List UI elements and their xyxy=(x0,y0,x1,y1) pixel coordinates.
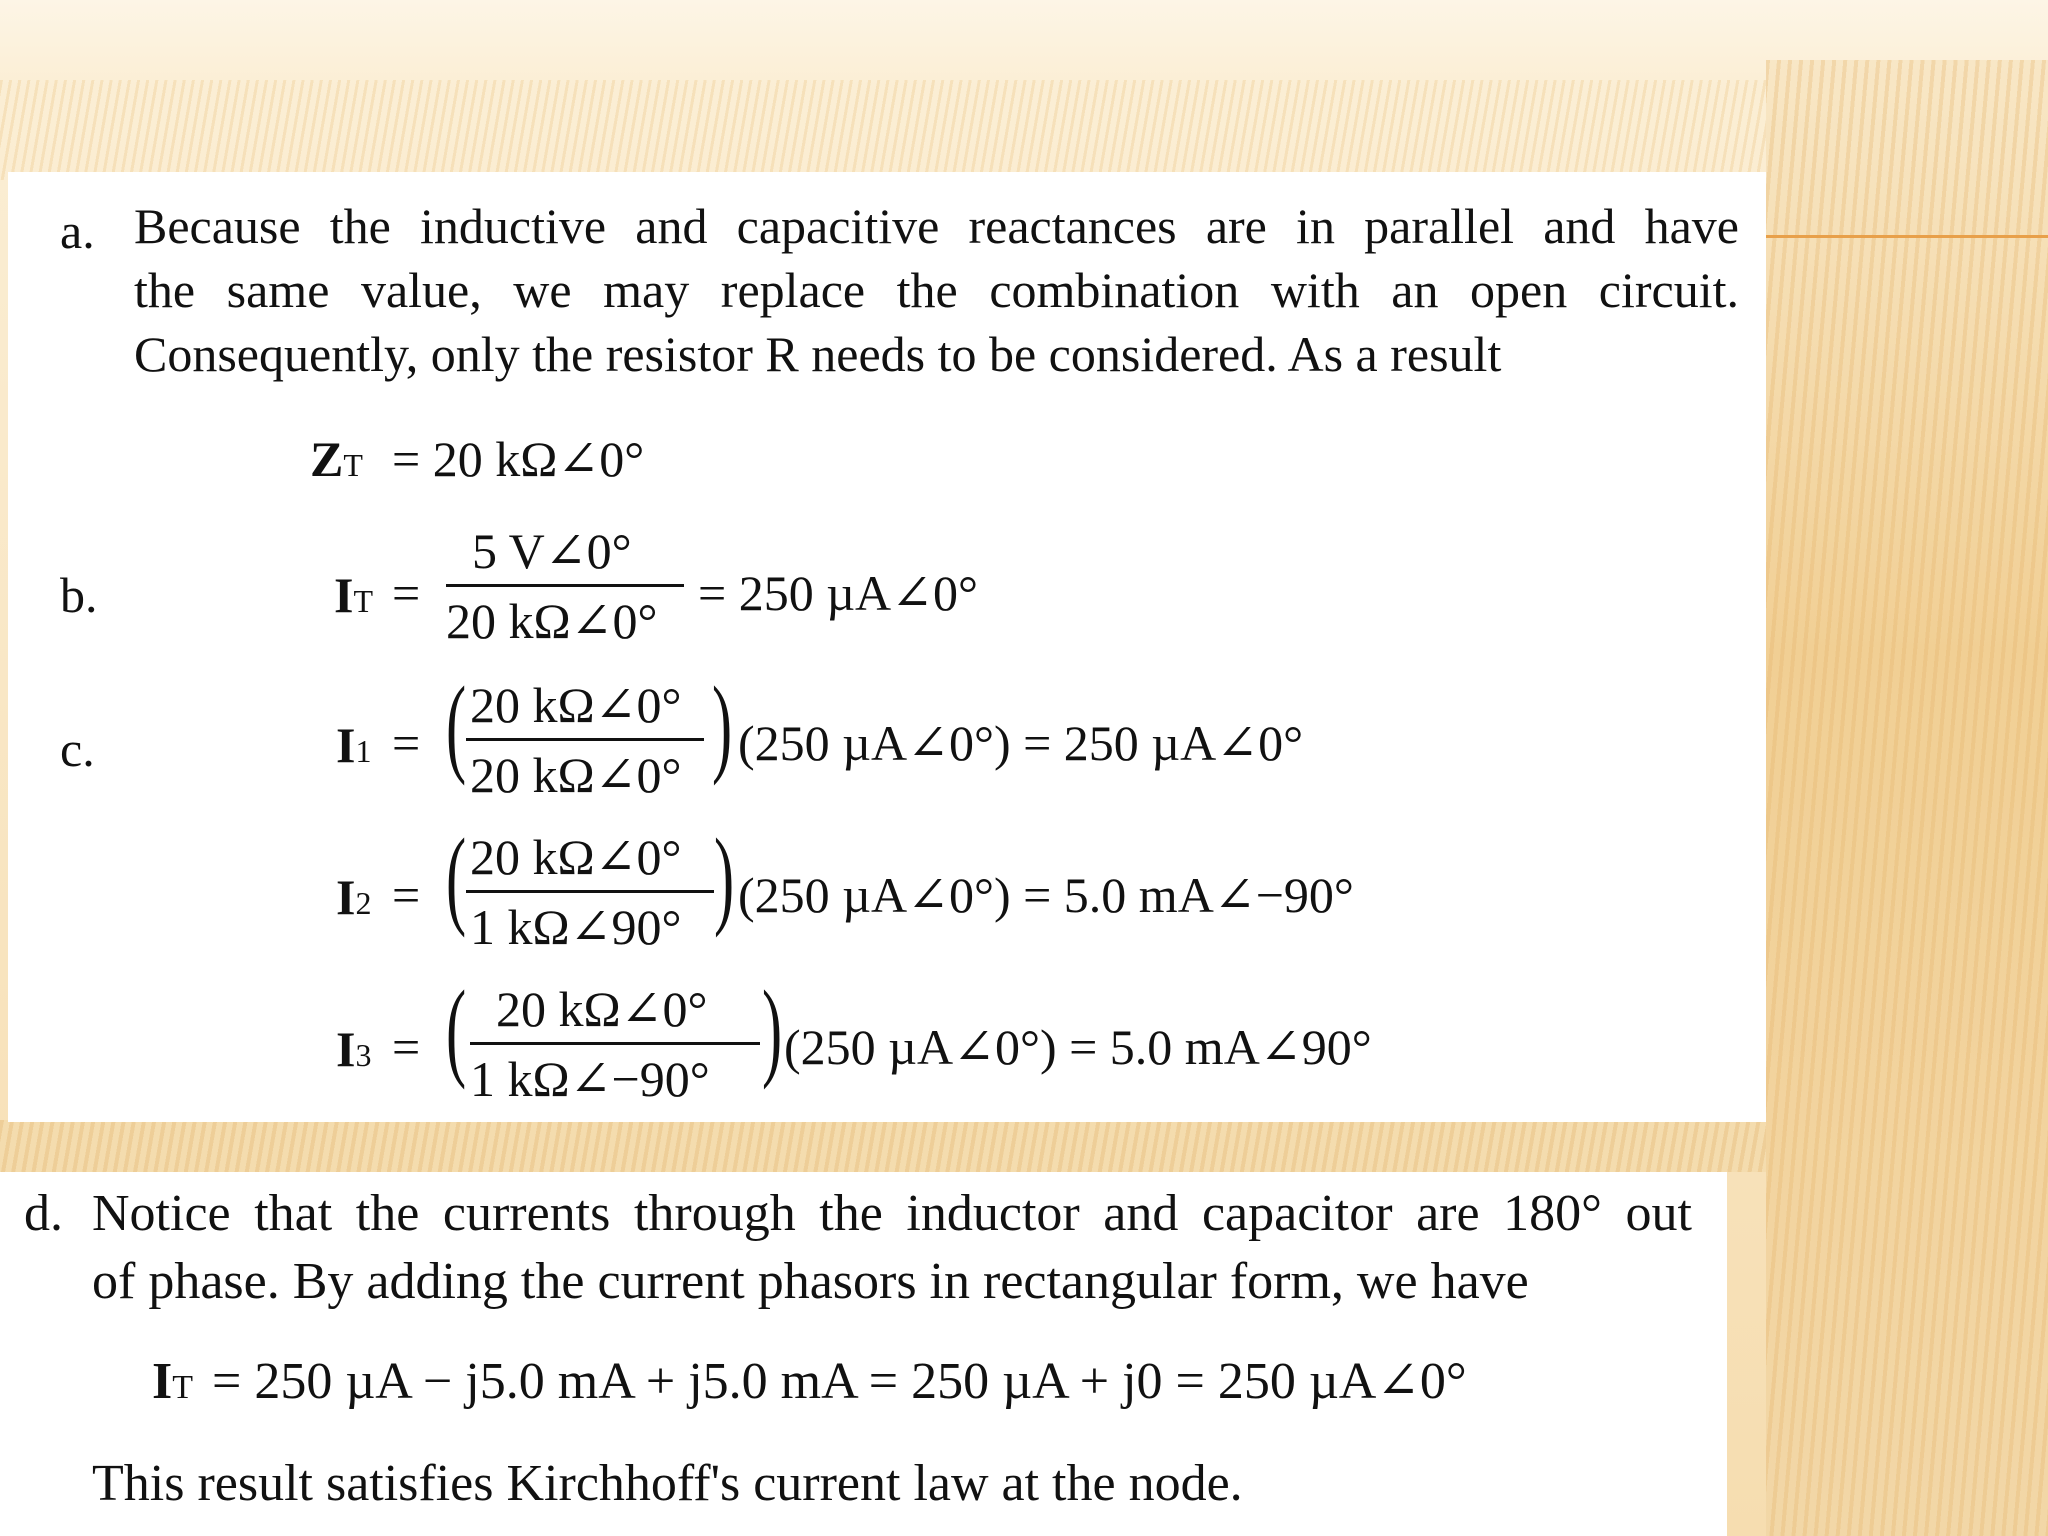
part-a-line-3: Consequently, only the resistor R needs to be considered. As a result xyxy=(134,326,1502,382)
i3-denominator: 1 kΩ∠−90° xyxy=(470,1051,710,1107)
zt-rhs: = 20 kΩ∠0° xyxy=(392,431,645,487)
part-d-eq-lhs: IT xyxy=(152,1353,194,1410)
it-numerator: 5 V∠0° xyxy=(472,523,632,579)
i2-rest: (250 µA∠0°) = 5.0 mA∠−90° xyxy=(738,867,1354,923)
part-c-label: c. xyxy=(60,721,95,777)
zt-lhs: ZT xyxy=(310,431,363,487)
i1-equals: = xyxy=(392,715,421,771)
i2-denominator: 1 kΩ∠90° xyxy=(470,899,682,955)
it-denominator: 20 kΩ∠0° xyxy=(446,593,658,649)
i2-lhs: I2 xyxy=(336,869,372,925)
i3-right-paren: ) xyxy=(762,968,783,1090)
i1-lhs: I1 xyxy=(336,717,372,773)
part-d-line-2: of phase. By adding the current phasors in rectangular form, we have xyxy=(92,1253,1529,1310)
i2-left-paren: ( xyxy=(446,816,467,938)
i1-right-paren: ) xyxy=(712,664,733,786)
i2-numerator: 20 kΩ∠0° xyxy=(470,829,682,885)
i2-fraction-bar xyxy=(466,890,714,893)
part-a-paragraph xyxy=(134,194,1739,386)
part-d-conclusion: This result satisfies Kirchhoff's current law at the node. xyxy=(92,1455,1243,1512)
i1-denominator: 20 kΩ∠0° xyxy=(470,747,682,803)
part-d-paragraph xyxy=(92,1180,1692,1316)
i2-right-paren: ) xyxy=(714,816,735,938)
part-a-line-1: Because the inductive and capacitive reactances are in parallel and have xyxy=(134,198,1739,254)
solution-panel-top xyxy=(8,172,1766,1122)
part-d-eq-rhs: = 250 µA − j5.0 mA + j5.0 mA = 250 µA + j0 = 250 µA∠0° xyxy=(212,1353,1467,1410)
i3-left-paren: ( xyxy=(446,968,467,1090)
it-result: = 250 µA∠0° xyxy=(698,565,979,621)
it-equals: = xyxy=(392,565,421,621)
i1-fraction-bar xyxy=(466,738,704,741)
i3-fraction-bar xyxy=(470,1042,760,1045)
i3-equals: = xyxy=(392,1019,421,1075)
i3-rest: (250 µA∠0°) = 5.0 mA∠90° xyxy=(784,1019,1372,1075)
i1-numerator: 20 kΩ∠0° xyxy=(470,677,682,733)
i1-rest: (250 µA∠0°) = 250 µA∠0° xyxy=(738,715,1304,771)
i1-left-paren: ( xyxy=(446,664,467,786)
part-a-line-2: the same value, we may replace the combination with an open circuit. xyxy=(134,262,1739,318)
it-fraction-bar xyxy=(446,584,684,587)
i3-numerator: 20 kΩ∠0° xyxy=(496,981,708,1037)
background-stripes-right xyxy=(1766,60,2048,1536)
it-lhs: IT xyxy=(334,567,374,623)
accent-line xyxy=(1766,235,2048,238)
part-a-label: a. xyxy=(60,203,95,259)
i3-lhs: I3 xyxy=(336,1021,372,1077)
part-d-line-1: Notice that the currents through the inductor and capacitor are 180° out xyxy=(92,1185,1692,1242)
background-stripes-middle xyxy=(0,1120,1766,1172)
solution-panel-bottom xyxy=(0,1172,1727,1536)
part-b-label: b. xyxy=(60,567,98,623)
i2-equals: = xyxy=(392,867,421,923)
background-stripes-top xyxy=(0,80,2048,180)
part-d-label: d. xyxy=(24,1185,63,1242)
